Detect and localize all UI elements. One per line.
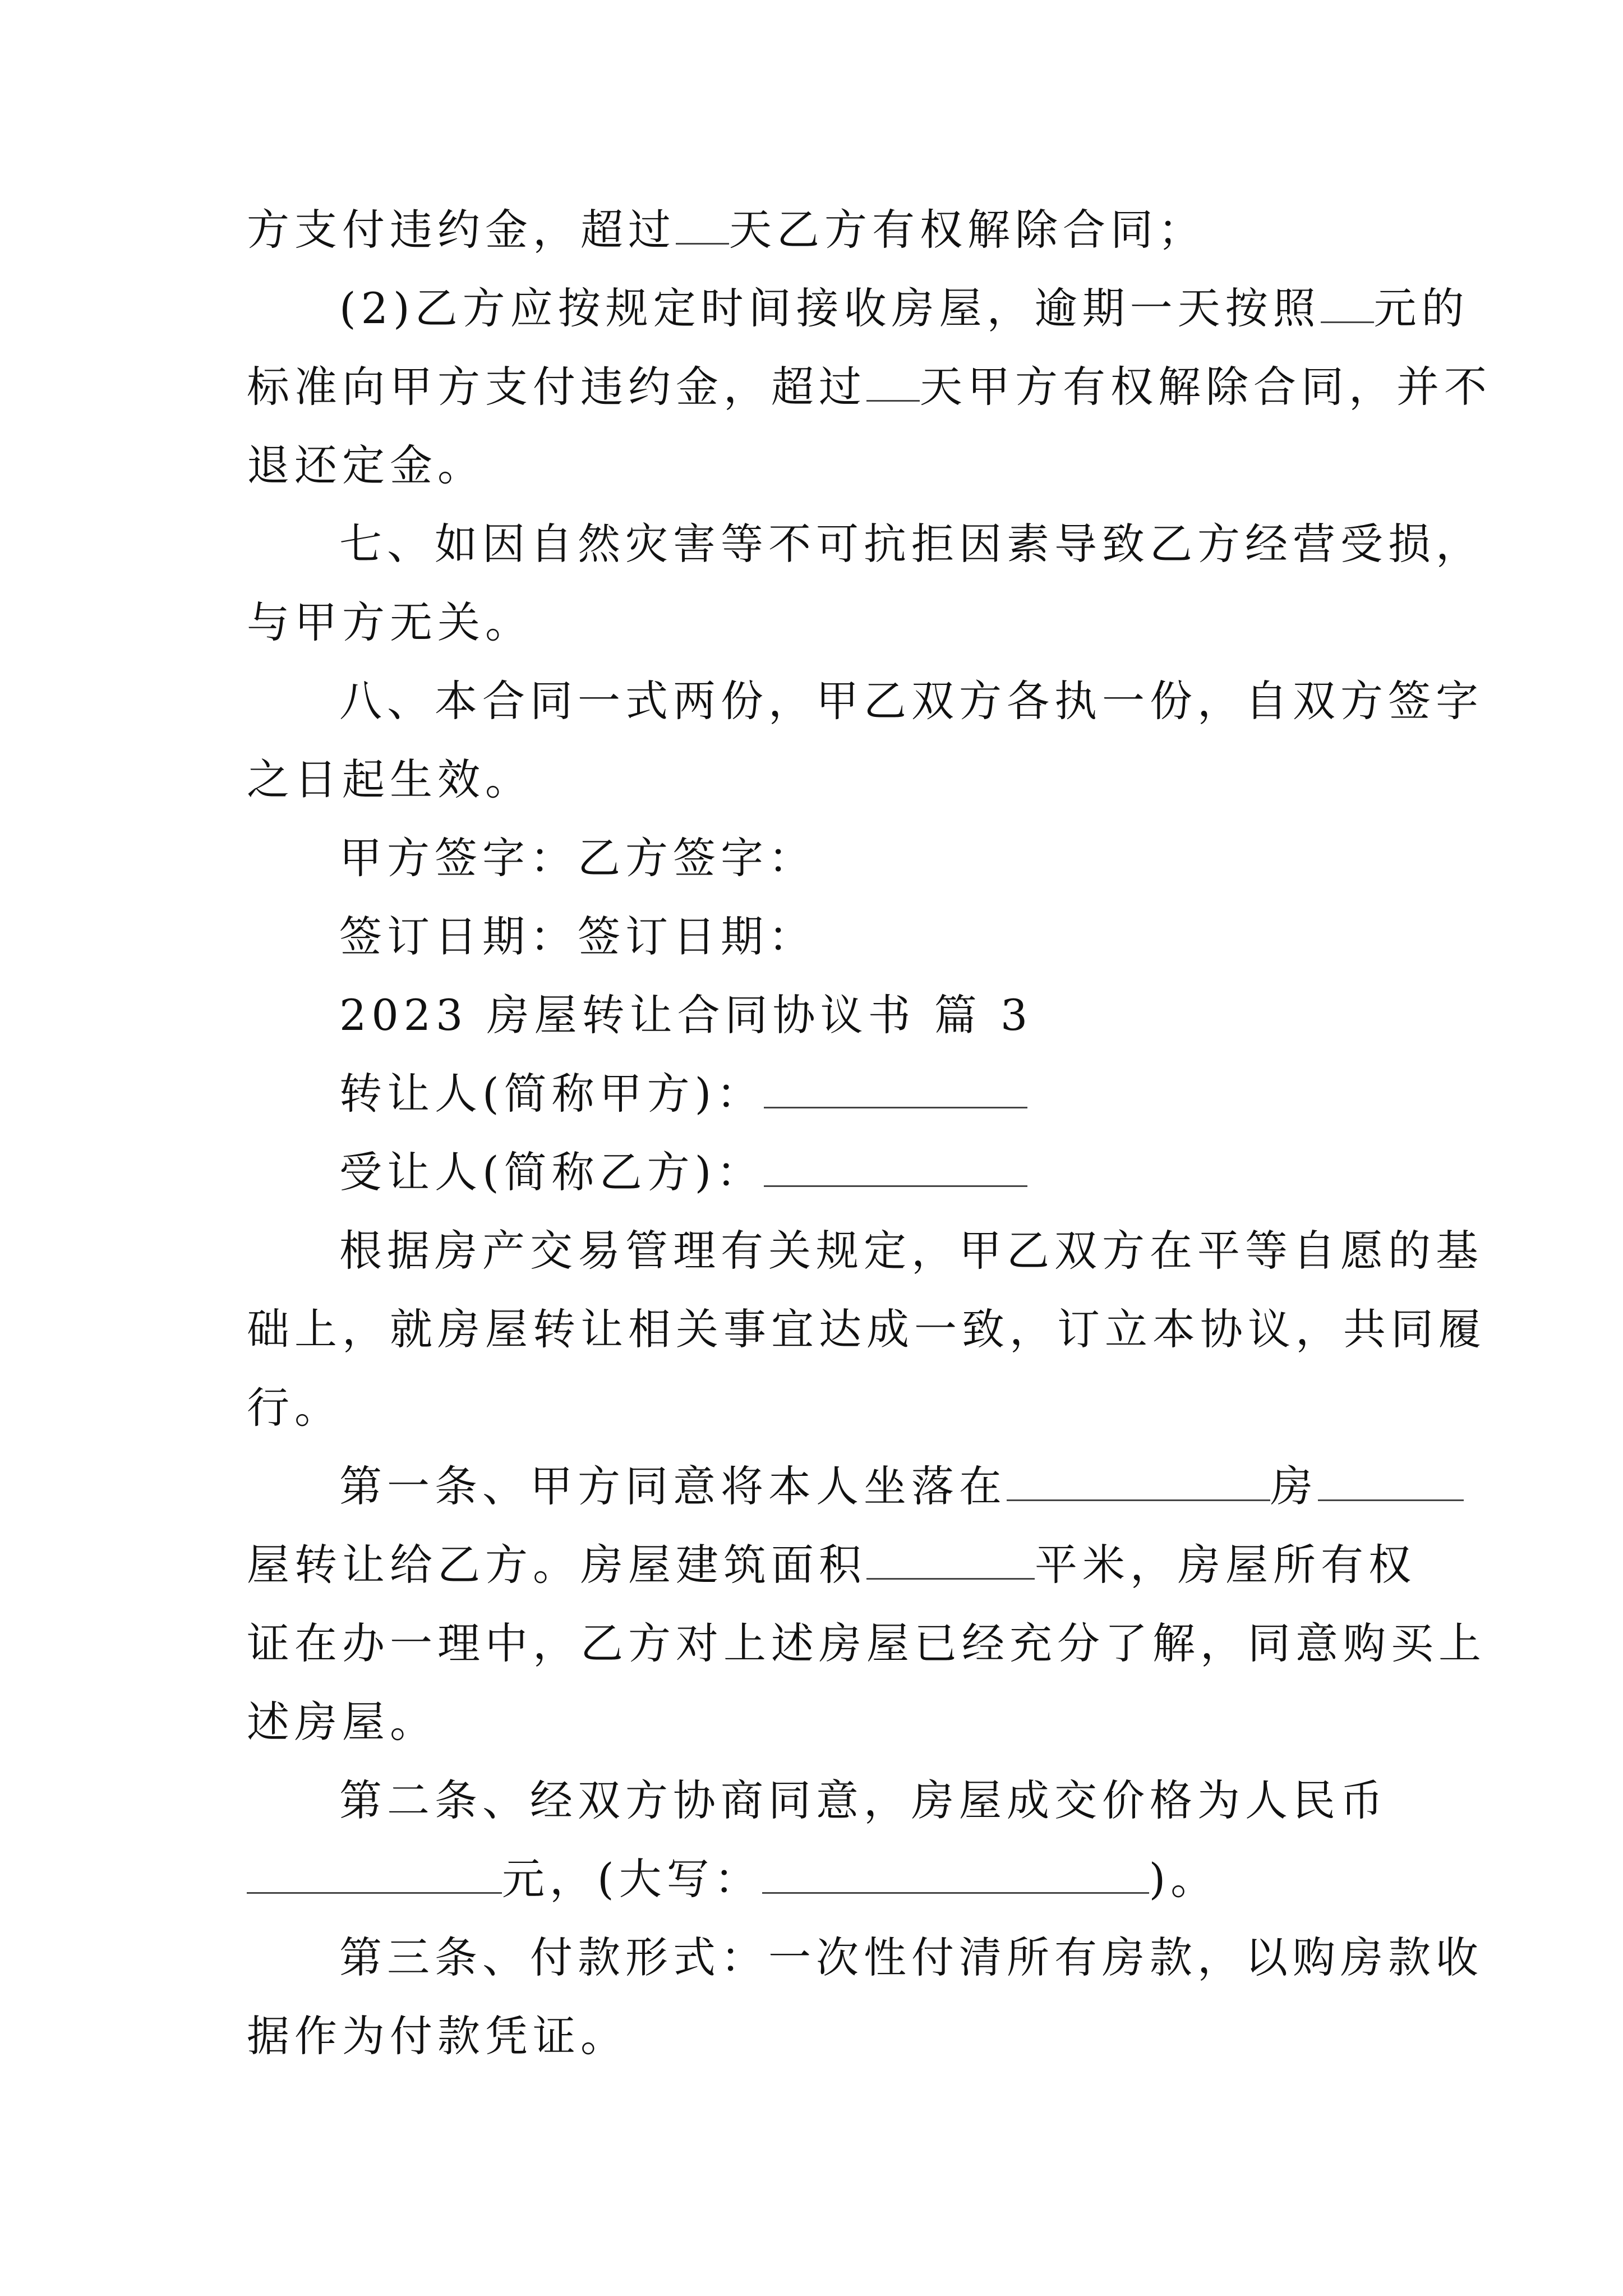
signature-line: 甲方签字：乙方签字： — [339, 833, 816, 883]
text-line: 础上，就房屋转让相关事宜达成一致，订立本协议，共同履 — [247, 1304, 1486, 1354]
fill-blank — [762, 1858, 1149, 1894]
section-title: 2023 房屋转让合同协议书 篇 3 — [339, 990, 1033, 1040]
text-line: 屋转让给乙方。房屋建筑面积 平米，房屋所有权 — [247, 1540, 1416, 1590]
transferee-line: 受让人(简称乙方)： — [247, 1133, 1391, 1212]
text-line: 与甲方无关。 — [247, 597, 533, 647]
text-line: 根据房产交易管理有关规定，甲乙双方在平等自愿的基 — [339, 1226, 1483, 1276]
text-line: (2)乙方应按规定时间接收房屋，逾期一天按照 元的 — [339, 283, 1469, 333]
text-line: 八、本合同一式两份，甲乙双方各执一份，自双方签字 — [339, 676, 1483, 726]
fill-blank — [866, 1544, 1035, 1580]
text-line: 第二条、经双方协商同意，房屋成交价格为人民币 — [339, 1775, 1388, 1825]
document-body — [247, 191, 1492, 2076]
text-line: 述房屋。 — [247, 1697, 437, 1747]
fill-blank — [764, 1152, 1027, 1187]
fill-blank — [247, 1858, 502, 1894]
text-line: 标准向甲方支付违约金，超过 天甲方有权解除合同，并不 — [247, 362, 1492, 412]
text-line: 行。 — [247, 1383, 342, 1433]
text-line: 退还定金。 — [247, 440, 485, 490]
fill-blank — [866, 366, 920, 402]
transferor-line: 转让人(简称甲方)： — [247, 1055, 1391, 1133]
text-line: 证在办一理中，乙方对上述房屋已经充分了解，同意购买上 — [247, 1618, 1486, 1668]
text-line: 第三条、付款形式：一次性付清所有房款，以购房款收 — [339, 1932, 1483, 1982]
fill-blank — [676, 209, 729, 245]
text-line: 第一条、甲方同意将本人坐落在 房 — [247, 1447, 1391, 1526]
text-line: 方支付违约金，超过 天乙方有权解除合同； — [247, 205, 1206, 255]
fill-blank — [1007, 1466, 1270, 1501]
fill-blank — [1318, 1466, 1464, 1501]
date-line: 签订日期：签订日期： — [339, 912, 816, 961]
text-line: 之日起生效。 — [247, 754, 533, 804]
fill-blank — [1321, 288, 1374, 323]
text-line: 元，(大写： )。 — [247, 1840, 1391, 1918]
fill-blank — [764, 1073, 1027, 1108]
text-line: 据作为付款凭证。 — [247, 2011, 628, 2061]
text-line: 七、如因自然灾害等不可抗拒因素导致乙方经营受损， — [339, 519, 1483, 569]
